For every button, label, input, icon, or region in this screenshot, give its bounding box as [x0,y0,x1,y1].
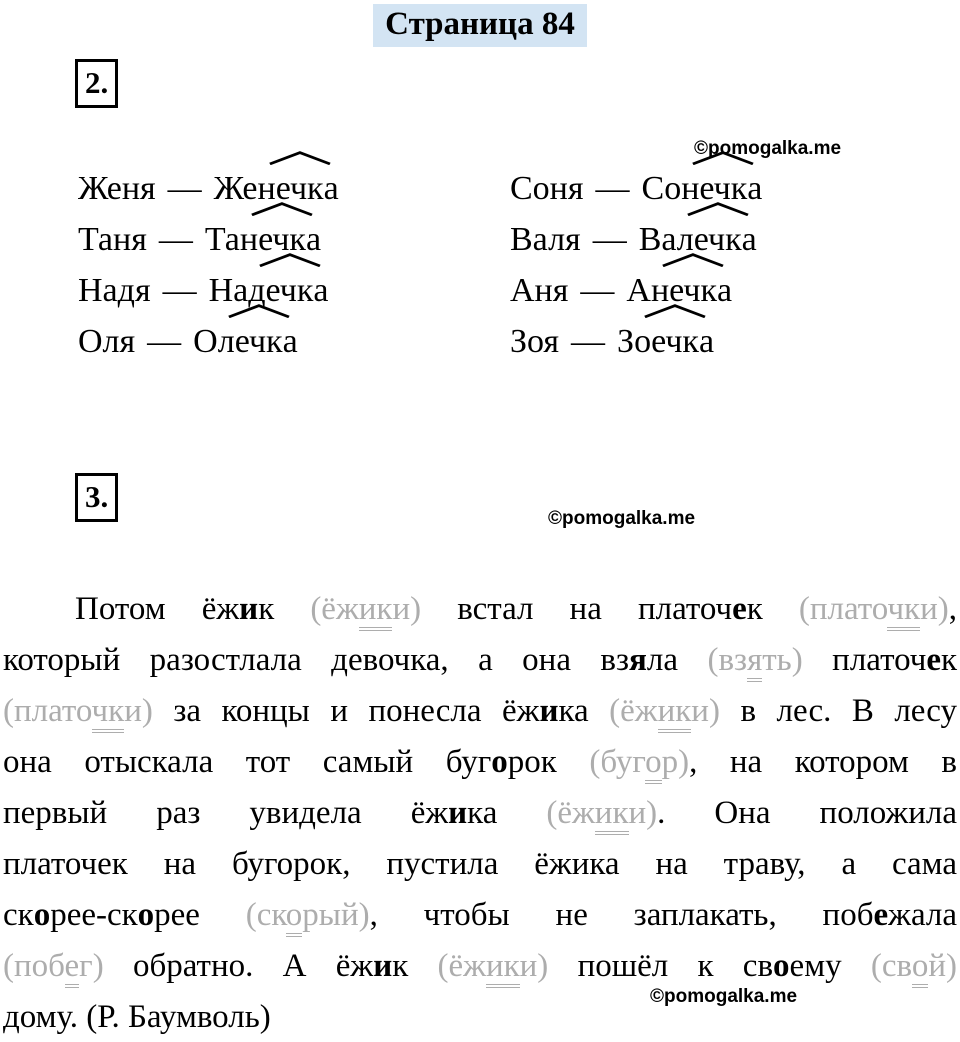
suffix-roof-icon [250,202,314,216]
text-segment: платочек на бугорок, пустила ёжика на траву, а сама [3,846,957,882]
name-pair [78,316,339,367]
text-segment: (ёж [310,591,359,627]
text-segment: обратно. А ёж [132,948,374,984]
diminutive-ending: а [698,323,715,360]
text-segment: первый раз увидела ёж [3,795,449,831]
exercise3-text [3,584,957,1042]
dash: — [571,323,606,360]
text-segment: она отыскала тот самый буг [3,744,492,780]
text-segment: к [258,591,311,627]
dash: — [147,323,182,360]
text-segment: (плато [3,693,92,729]
suffix-roof-icon [258,253,322,267]
text-segment: ка [558,693,610,729]
text-segment: за концы и понесла ёж [173,693,540,729]
base-name: Валя [510,221,581,258]
text-segment: чк [92,693,125,733]
base-name: Соня [510,170,584,207]
exercise3-number: 3. [75,473,118,522]
text-segment: и [448,795,468,831]
watermark: ©pomogalka.me [694,138,842,159]
text-segment: е [65,948,80,988]
text-segment: о [137,897,155,933]
text-segment: о [645,744,662,784]
text-segment: . Она положила [657,795,957,831]
text-segment: я [629,642,647,678]
text-segment: р) [661,744,690,780]
text-segment: (ёж [437,948,486,984]
base-name: Зоя [510,323,560,360]
exercise2-left-column [78,163,339,367]
text-line [3,992,957,1042]
text-segment: рок [507,744,590,780]
text-segment: о [491,744,508,780]
base-name: Аня [510,272,569,309]
dash: — [162,272,197,309]
text-segment: (поб [3,948,65,984]
text-line [3,635,957,686]
text-segment: чк [887,591,920,631]
text-segment: е [926,642,941,678]
text-segment: к [392,948,438,984]
dash: — [595,170,630,207]
suffix-roof-icon [661,253,725,267]
text-segment: к [746,591,799,627]
diminutive-ending: а [717,272,733,309]
text-segment: и) [392,591,458,627]
text-segment: е [732,591,747,627]
text-segment: (вз [707,642,748,678]
text-segment: ик [595,795,629,835]
dash: — [580,272,615,309]
text-segment: и [239,591,259,627]
text-segment: (буг [589,744,646,780]
base-name: Оля [78,323,136,360]
text-segment: (ёж [609,693,658,729]
suffix-roof-icon [691,151,755,165]
text-segment: г) [79,948,133,984]
diminutive-prefix: Над [208,272,266,309]
text-segment: рее-ск [50,897,138,933]
text-segment: (ёж [546,795,595,831]
text-segment: й) [928,948,957,984]
diminutive-ending: а [323,170,339,207]
text-segment: о [286,897,303,937]
text-segment: е [873,897,889,933]
text-segment: рее [154,897,246,933]
dash: — [167,170,202,207]
base-name: Женя [78,170,156,207]
text-segment: дому. (Р. Баумволь) [3,999,271,1035]
text-segment: о [912,948,929,988]
text-segment: в лес. В лесу [740,693,957,729]
text-segment: ть) [762,642,833,678]
base-name: Надя [78,272,151,309]
diminutive-ending: а [747,170,763,207]
text-segment: (ск [245,897,286,933]
text-segment: и) [124,693,174,729]
text-segment: платоч [832,642,927,678]
suffix-letters: ечк [693,221,742,258]
text-segment: жала [888,897,958,933]
text-segment: встал на платоч [457,591,733,627]
text-segment: о [33,897,51,933]
text-segment: который разостлала девочка, а она вз [3,642,630,678]
page-header [0,4,960,47]
suffix-group [651,316,699,367]
diminutive-ending: а [305,221,322,258]
base-name: Таня [78,221,147,258]
text-segment: ему [789,948,871,984]
suffix-roof-icon [227,304,291,318]
suffix-letters: ечк [699,170,748,207]
text-segment: (плато [798,591,888,627]
suffix-letters: ечк [669,272,718,309]
text-segment: ла [646,642,708,678]
diminutive-prefix: Жен [213,170,276,207]
text-segment: ик [658,693,692,733]
text-segment: и) [691,693,741,729]
text-line [3,584,957,635]
text-segment: рый) [302,897,370,933]
text-segment: и) [519,948,578,984]
watermark: ©pomogalka.me [548,508,696,529]
suffix-letters: ечк [265,272,314,309]
suffix-letters: ечк [651,323,699,360]
exercise2-number: 2. [75,59,118,108]
text-line [3,941,957,992]
text-segment: и) [628,795,658,831]
diminutive-prefix: Ол [193,323,235,360]
name-pair [510,316,762,367]
text-line [3,686,957,737]
text-segment: , чтобы не заплакать, поб [369,897,874,933]
name-pair [510,265,762,316]
text-segment: и [373,948,393,984]
suffix-letters: ечк [258,221,306,258]
name-pair [78,265,339,316]
text-segment: ик [359,591,393,631]
text-segment: , на котором в [689,744,957,780]
text-segment: о [773,948,790,984]
suffix-roof-icon [268,151,332,165]
text-segment: к [940,642,958,678]
diminutive-prefix: Зо [617,323,652,360]
text-segment: ск [3,897,34,933]
diminutive-ending: а [741,221,757,258]
text-segment: я [747,642,762,682]
suffix-group [235,316,283,367]
page-title: Страница 84 [373,4,587,47]
dash: — [592,221,627,258]
suffix-letters: ечк [275,170,324,207]
diminutive-prefix: Ан [626,272,670,309]
diminutive-ending: а [313,272,329,309]
diminutive-prefix: Сон [641,170,700,207]
text-segment: ик [486,948,520,988]
exercise2-right-column [510,163,762,367]
text-line [3,788,957,839]
text-line [3,890,957,941]
text-segment: Потом ёж [75,591,240,627]
watermark: ©pomogalka.me [650,986,798,1007]
diminutive-prefix: Вал [638,221,694,258]
diminutive-ending: а [282,323,298,360]
text-segment: и) [920,591,949,627]
text-segment: , [948,591,957,627]
text-segment: и [539,693,559,729]
dash: — [158,221,193,258]
text-segment: (св [870,948,912,984]
suffix-roof-icon [643,304,707,318]
text-segment: ка [467,795,547,831]
suffix-roof-icon [686,202,750,216]
text-segment: пошёл к св [577,948,774,984]
text-line [3,839,957,890]
suffix-letters: ечк [234,323,283,360]
text-line [3,737,957,788]
diminutive-prefix: Тан [204,221,259,258]
